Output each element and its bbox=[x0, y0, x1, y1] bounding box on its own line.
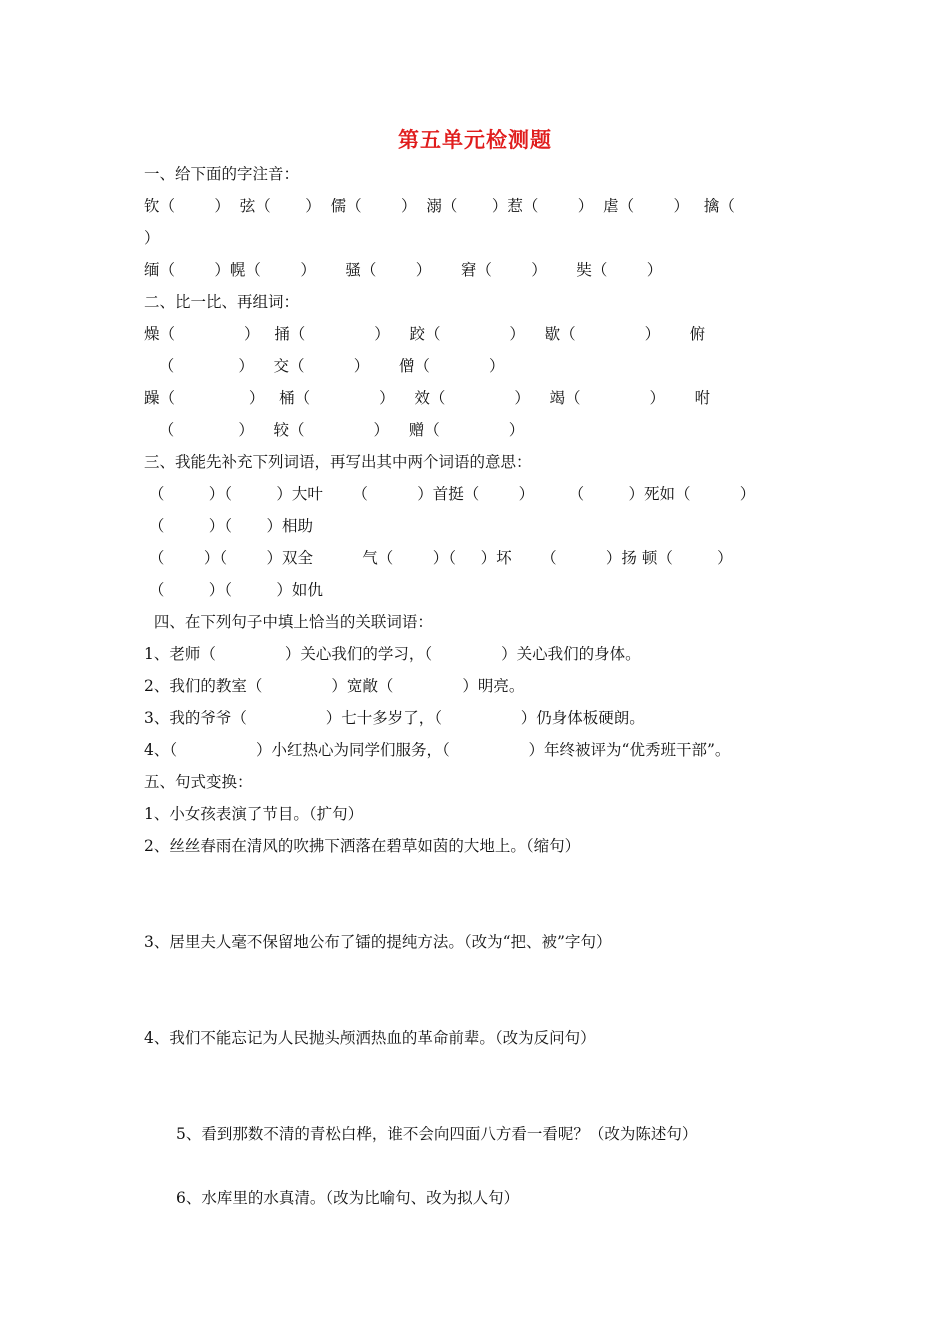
idiom-row-2: （ ）（ ）双全 气（ ）（ ）坏 （ ）扬 顿（ ） bbox=[144, 549, 733, 567]
idiom-row-1: （ ）（ ）大叶 （ ）首挺（ ） （ ）死如（ ） bbox=[144, 485, 756, 503]
pinyin-row-2: 缅（ ）幌（ ） 骚（ ） 窘（ ） 奘（ ） bbox=[144, 261, 663, 279]
idiom-row-1-wrap: （ ）（ ）相助 bbox=[144, 517, 314, 535]
section-3-heading: 三、我能先补充下列词语，再写出其中两个词语的意思： bbox=[144, 453, 532, 471]
conjunction-item-2: 2、我们的教室（ ）宽敞（ ）明亮。 bbox=[144, 677, 525, 695]
transform-item-2: 2、丝丝春雨在清风的吹拂下洒落在碧草如茵的大地上。（缩句） bbox=[144, 837, 581, 855]
conjunction-item-3: 3、我的爷爷（ ）七十多岁了，（ ）仍身体板硬朗。 bbox=[144, 709, 645, 727]
idiom-row-2-wrap: （ ）（ ）如仇 bbox=[144, 581, 323, 599]
conjunction-item-1: 1、老师（ ）关心我们的学习，（ ）关心我们的身体。 bbox=[144, 645, 641, 663]
conjunction-item-4: 4、（ ）小红热心为同学们服务，（ ）年终被评为“优秀班干部”。 bbox=[144, 741, 731, 759]
pinyin-row-1-wrap: ） bbox=[144, 229, 160, 247]
pinyin-row-1: 钦（ ） 弦（ ） 儒（ ） 溺（ ）惹（ ） 虐（ ） 擒（ bbox=[144, 197, 735, 215]
compare-row-1: 燥（ ） 捅（ ） 跤（ ） 歇（ ） 俯 bbox=[144, 325, 706, 343]
section-1-heading: 一、给下面的字注音： bbox=[144, 165, 300, 183]
compare-row-2: 躁（ ） 桶（ ） 效（ ） 竭（ ） 咐 bbox=[144, 389, 711, 407]
transform-item-5: 5、看到那数不清的青松白桦，谁不会向四面八方看一看呢？（改为陈述句） bbox=[176, 1125, 698, 1143]
compare-row-1-wrap: （ ） 交（ ） 僧（ ） bbox=[144, 357, 505, 375]
page-title: 第五单元检测题 bbox=[398, 127, 552, 152]
compare-row-2-wrap: （ ） 较（ ） 赠（ ） bbox=[144, 421, 525, 439]
section-4-heading: 四、在下列句子中填上恰当的关联词语： bbox=[144, 613, 433, 631]
transform-item-4: 4、我们不能忘记为人民抛头颅洒热血的革命前辈。（改为反问句） bbox=[144, 1029, 596, 1047]
transform-item-6: 6、水库里的水真清。（改为比喻句、改为拟人句） bbox=[176, 1189, 520, 1207]
transform-item-3: 3、居里夫人毫不保留地公布了镭的提纯方法。（改为“把、被”字句） bbox=[144, 933, 612, 951]
transform-item-1: 1、小女孩表演了节目。（扩句） bbox=[144, 805, 364, 823]
section-2-heading: 二、比一比、再组词： bbox=[144, 293, 300, 311]
section-5-heading: 五、句式变换： bbox=[144, 773, 253, 791]
